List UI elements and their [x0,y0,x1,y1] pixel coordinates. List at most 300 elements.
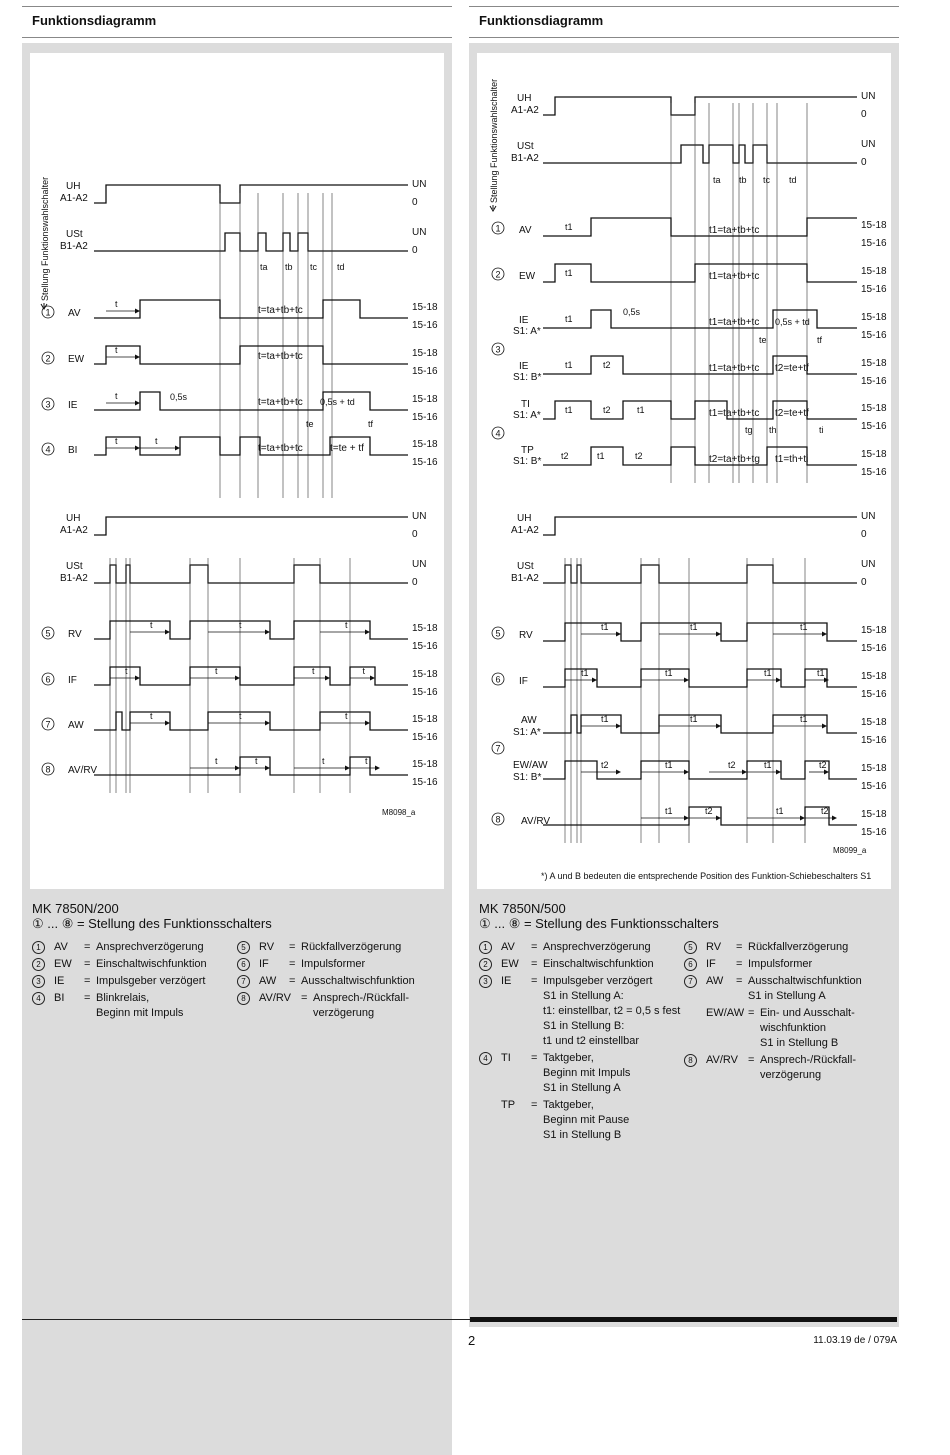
signal-trace [94,392,408,410]
diagram-label: S1: B* [513,372,542,383]
diagram-label: t [150,711,153,721]
product-title: MK 7850N/200 [32,901,119,916]
signal-name-label: UH [517,93,532,104]
function-code-label: IF [68,675,77,686]
diagram-label: t1 [665,806,673,816]
section-header: Funktionsdiagramm [22,6,452,38]
legend-number [32,940,54,955]
level-label: 0 [412,577,418,588]
output-on-label: 15-18 [861,312,887,323]
legend-item [684,974,889,1004]
legend-description: Rückfallverzögerung [748,941,849,953]
diagram-label: t1 [665,760,673,770]
signal-trace [94,346,408,364]
legend-equals: = [301,992,308,1004]
circled-number-icon: 2 [32,958,45,971]
diagram-label: t1 [637,405,645,415]
legend-column [684,940,889,1145]
circled-number-icon: 3 [32,975,45,988]
arrow-head-icon [822,632,827,637]
diagram-label: S1: B* [513,456,542,467]
diagram-label: td [337,262,345,272]
diagram-label: t1=ta+tb+tc [709,363,760,374]
output-on-label: 15-18 [861,403,887,414]
level-label: 0 [861,109,867,120]
level-label: UN [861,91,876,102]
signal-trace [94,667,408,685]
legend-equals: = [84,941,91,953]
legend-code: EW [501,958,519,970]
legend-item [479,957,684,972]
diagram-label: t1 [565,314,573,324]
diagram-label: t [345,620,348,630]
arrow-head-icon [832,816,837,821]
diagram-label: EW/AW [513,760,548,771]
legend-description: Impulsgeber verzögert [96,975,206,987]
signal-trace [94,233,408,251]
function-code-label: BI [68,445,78,456]
legend-number [479,974,501,1049]
arrow-head-icon [365,721,370,726]
legend-code: EW [54,958,72,970]
output-on-label: 15-18 [861,266,887,277]
arrow-head-icon [135,676,140,681]
diagram-label: t1 [565,222,573,232]
legend-description: Ansprechverzögerung [543,941,651,953]
arrow-head-icon [175,446,180,451]
diagram-label: tg [745,425,753,435]
legend-item [479,1051,684,1096]
arrow-head-icon [824,770,829,775]
legend-code: RV [259,941,275,953]
arrow-head-icon [265,766,270,771]
legend-item [479,940,684,955]
output-off-label: 15-16 [861,689,887,700]
legend-code: AV/RV [706,1054,738,1066]
diagram-label: t=te + tf [330,443,364,454]
diagram-panel [22,43,452,1455]
legend-code: EW/AW [706,1007,745,1019]
legend-item [32,940,237,955]
diagram-label: t=ta+tb+tc [258,305,303,316]
function-code-label: IE [68,400,78,411]
function-code-label: AV/RV [68,765,98,776]
level-label: 0 [861,157,867,168]
circled-number-icon: 1 [32,941,45,954]
output-on-label: 15-18 [861,358,887,369]
diagram-label: t1=ta+tb+tc [709,225,760,236]
diagram-label: S1: A* [513,410,541,421]
page-number: 2 [468,1333,476,1348]
diagram-label: t1 [665,668,673,678]
signal-trace [543,807,857,825]
output-off-label: 15-16 [412,412,438,423]
signal-trace [94,185,408,203]
function-code-label: RV [68,629,82,640]
arrow-head-icon [776,678,781,683]
diagram-label: t1 [581,668,589,678]
legend-equals: = [84,975,91,987]
legend-equals: = [748,1054,755,1066]
level-label: 0 [861,577,867,588]
terminal-label: B1-A2 [60,573,88,584]
diagram-label: t [312,666,315,676]
output-off-label: 15-16 [861,781,887,792]
output-off-label: 15-16 [861,238,887,249]
diagram-label: t [115,436,118,446]
arrow-head-icon [822,724,827,729]
diagram-label: t [215,666,218,676]
arrow-head-icon [616,770,621,775]
arrow-head-icon [135,355,140,360]
legend-number [237,974,259,989]
signal-trace [543,565,857,583]
output-on-label: 15-18 [861,671,887,682]
signal-trace [543,761,857,779]
diagram-label: t1 [764,760,772,770]
diagram-label: 2 [45,353,51,364]
circled-number-icon: 4 [479,1052,492,1065]
diagram-label: t2 [603,360,611,370]
level-label: 0 [861,529,867,540]
output-off-label: 15-16 [861,827,887,838]
legend-number [479,940,501,955]
legend-equals: = [736,941,743,953]
output-on-label: 15-18 [412,302,438,313]
diagram-label: 7 [45,719,51,730]
legend-code: AV [54,941,68,953]
circled-number-icon: 7 [237,975,250,988]
diagram-label: t1 [817,668,825,678]
diagram-label: t2 [705,806,713,816]
diagram-label: tf [817,335,823,345]
legend-description: Impulsformer [301,958,366,970]
legend-description: Ansprechverzögerung [96,941,204,953]
diagram-panel [469,43,899,1327]
diagram-label: EW [519,271,536,282]
diagram-label: 7 [495,743,501,754]
signal-trace [543,145,857,163]
diagram-label: t [322,756,325,766]
level-label: UN [412,227,427,238]
diagram-label: ta [260,262,268,272]
diagram-label: tc [763,175,771,185]
diagram-label: th [769,425,777,435]
legend-number [479,957,501,972]
legend-description: Impulsgeber verzögert S1 in Stellung A: t1: einstellbar, t2 = 0,5 s fest S1 in Stellung B: t1 und t2 einstellbar [543,975,681,1047]
diagram-label: td [789,175,797,185]
legend-equals: = [531,941,538,953]
signal-trace [543,623,857,641]
arrow-head-icon [370,676,375,681]
diagram-label: t [155,436,158,446]
arrow-head-icon [135,401,140,406]
diagram-label: 6 [45,674,51,685]
diagram-label: TI [521,399,530,410]
legend-item [237,991,442,1021]
diagram-label: ti [819,425,824,435]
signal-trace [543,517,857,535]
diagram-label: t1 [690,714,698,724]
signal-trace [94,757,408,775]
diagram-label: tb [739,175,747,185]
arrow-down-icon [490,205,496,211]
legend-equals: = [531,958,538,970]
signal-trace [94,712,408,730]
footnote: *) A und B bedeuten die entsprechende Position des Funktion-Schiebeschalters S1 [541,871,872,881]
signal-trace [94,517,408,535]
signal-trace [94,565,408,583]
diagram-label: IF [519,676,528,687]
legend-item [479,1098,684,1143]
signal-name-label: UH [66,181,81,192]
diagram-label: 0,5s + td [320,397,355,407]
legend-description: Einschaltwischfunktion [543,958,654,970]
output-off-label: 15-16 [861,643,887,654]
arrow-head-icon [716,724,721,729]
arrow-head-icon [235,766,240,771]
diagram-label: t2 [635,451,643,461]
diagram-label: t [115,391,118,401]
diagram-label: t [115,299,118,309]
legend-number [684,940,706,955]
arrow-head-icon [616,632,621,637]
diagram-label: AW [521,715,537,726]
figure-code: M8099_a [833,846,867,855]
arrow-head-icon [592,678,597,683]
legend [477,889,891,1315]
legend-item [684,940,889,955]
diagram-label: t2=ta+tb+tg [709,454,760,465]
output-off-label: 15-16 [861,376,887,387]
diagram-label: t [215,756,218,766]
legend-item [237,957,442,972]
diagram-label: t1 [800,714,808,724]
arrow-head-icon [742,770,747,775]
legend-item [684,1053,889,1083]
diagram-label: tf [368,419,374,429]
legend-number [684,974,706,1004]
circled-number-icon: 3 [479,975,492,988]
arrow-head-icon [375,766,380,771]
legend-equals: = [736,975,743,987]
terminal-label: A1-A2 [60,525,88,536]
terminal-label: A1-A2 [511,525,539,536]
diagram-label: t1=ta+tb+tc [709,271,760,282]
legend-item [479,974,684,1049]
legend-code: AV/RV [259,992,291,1004]
output-on-label: 15-18 [412,669,438,680]
legend-description: Impulsformer [748,958,813,970]
output-off-label: 15-16 [861,421,887,432]
diagram-label: 1 [45,307,51,318]
diagram-label: 3 [495,344,501,355]
legend-equals: = [531,1052,538,1064]
diagram-label: t [239,711,242,721]
signal-name-label: UH [517,513,532,524]
diagram-label: 0,5s [623,307,641,317]
diagram-label: S1: A* [513,727,541,738]
arrow-head-icon [135,309,140,314]
diagram-label: 6 [495,674,501,685]
diagram-label: 5 [495,628,501,639]
circled-number-icon: 4 [32,992,45,1005]
circled-number-icon: 6 [237,958,250,971]
diagram-label: S1: B* [513,772,542,783]
diagram-label: t=ta+tb+tc [258,351,303,362]
legend-description: Ausschaltwischfunktion [301,975,415,987]
level-label: UN [861,511,876,522]
diagram-label: t=ta+tb+tc [258,443,303,454]
legend-code: IF [259,958,269,970]
output-on-label: 15-18 [412,714,438,725]
diagram-label: 5 [45,628,51,639]
diagram-label: RV [519,630,533,641]
legend-item [237,974,442,989]
legend-code: IF [706,958,716,970]
arrow-head-icon [265,721,270,726]
legend-code: BI [54,992,65,1004]
terminal-label: A1-A2 [511,105,539,116]
diagram-label: 1 [495,223,501,234]
document-number: 11.03.19 de / 079A [813,1335,897,1346]
diagram-label: ta [713,175,721,185]
legend-description: Ansprech-/Rückfall- verzögerung [760,1054,856,1081]
diagram-label: t1=ta+tb+tc [709,317,760,328]
output-on-label: 15-18 [412,348,438,359]
diagram-label: t [255,756,258,766]
function-diagram [477,53,891,889]
arrow-head-icon [165,721,170,726]
selector-position-label: Stellung Funktionswahlschalter [489,78,499,203]
diagram-label: t2 [821,806,829,816]
diagram-label: te [759,335,767,345]
diagram-label: t1 [565,360,573,370]
circled-number-icon: 2 [479,958,492,971]
circled-number-icon: 6 [684,958,697,971]
arrow-head-icon [365,630,370,635]
circled-number-icon: 8 [237,992,250,1005]
diagram-label: t [345,711,348,721]
diagram-label: t2=te+tf [775,408,809,419]
diagram-label: 8 [495,814,501,825]
output-on-label: 15-18 [861,625,887,636]
output-off-label: 15-16 [861,284,887,295]
diagram-label: 0,5s [170,392,188,402]
timing-diagram-svg [30,53,444,889]
level-label: 0 [412,197,418,208]
level-label: UN [861,139,876,150]
function-code-label: AW [68,720,84,731]
output-off-label: 15-16 [412,366,438,377]
diagram-label: t=ta+tb+tc [258,397,303,408]
signal-trace [543,715,857,733]
diagram-label: t1=th+ti [775,454,809,465]
legend-number [237,991,259,1021]
function-code-label: EW [68,354,85,365]
output-on-label: 15-18 [412,623,438,634]
legend-number [684,957,706,972]
diagram-label: t2 [561,451,569,461]
legend-code: RV [706,941,722,953]
diagram-label: t1 [597,451,605,461]
legend-equals: = [84,992,91,1004]
signal-trace [543,401,857,419]
arrow-head-icon [684,816,689,821]
diagram-label: t1 [565,405,573,415]
legend-description: Taktgeber, Beginn mit Impuls S1 in Stellung A [543,1052,631,1094]
signal-name-label: USt [66,561,83,572]
legend-number [479,1051,501,1096]
legend-equals: = [289,958,296,970]
diagram-label: S1: A* [513,326,541,337]
signal-name-label: USt [517,561,534,572]
output-off-label: 15-16 [412,457,438,468]
legend-description: Ausschaltwischfunktion S1 in Stellung A [748,975,862,1002]
legend-column [32,940,237,1023]
legend-code: TI [501,1052,511,1064]
signal-name-label: USt [517,141,534,152]
diagram-label: t2 [819,760,827,770]
diagram-label: tc [310,262,318,272]
diagram-label: t1 [565,268,573,278]
circled-number-icon: 1 [479,941,492,954]
left-column [22,0,452,1455]
legend-code: TP [501,1099,516,1111]
legend-code: AW [706,975,724,987]
legend-subtitle: ① ... ⑧ = Stellung des Funktionsschalters [32,916,272,931]
legend-item [32,957,237,972]
output-off-label: 15-16 [412,732,438,743]
output-on-label: 15-18 [861,809,887,820]
legend-number [32,974,54,989]
legend-code: AW [259,975,277,987]
level-label: UN [412,511,427,522]
diagram-label: t [125,666,128,676]
level-label: UN [412,559,427,570]
level-label: UN [412,179,427,190]
footer-bar [470,1317,897,1322]
legend-item [684,957,889,972]
diagram-label: TP [521,445,534,456]
arrow-head-icon [265,630,270,635]
section-header: Funktionsdiagramm [469,6,899,38]
arrow-head-icon [716,816,721,821]
diagram-label: 4 [495,428,501,439]
diagram-label: t1 [601,714,609,724]
output-on-label: 15-18 [412,394,438,405]
output-off-label: 15-16 [861,735,887,746]
signal-trace [543,669,857,687]
signal-trace [543,264,857,282]
diagram-label: t1 [776,806,784,816]
selector-position-label: Stellung Funktionswahlschalter [40,176,50,301]
legend-code: AV [501,941,515,953]
diagram-label: t2 [728,760,736,770]
signal-trace [543,356,857,374]
diagram-label: t [115,345,118,355]
diagram-label: tb [285,262,293,272]
legend-equals: = [531,975,538,987]
signal-trace [94,621,408,639]
legend-item [32,991,237,1021]
legend-subtitle: ① ... ⑧ = Stellung des Funktionsschalters [479,916,719,931]
output-on-label: 15-18 [861,763,887,774]
level-label: UN [861,559,876,570]
diagram-label: t1=ta+tb+tc [709,408,760,419]
legend-equals: = [531,1099,538,1111]
arrow-head-icon [345,766,350,771]
